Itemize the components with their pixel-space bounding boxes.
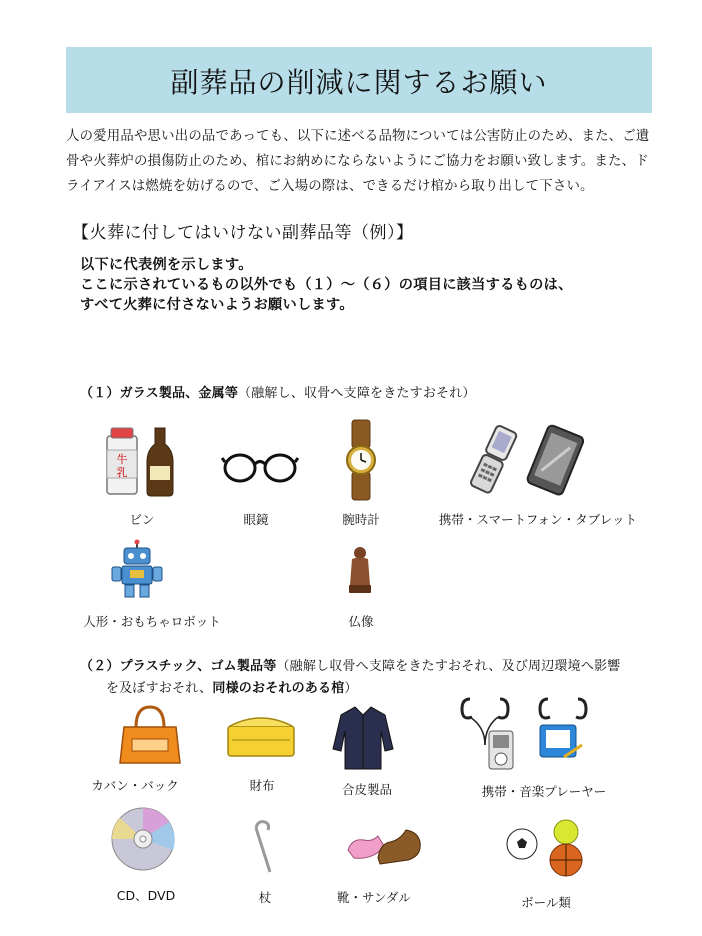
cd-icon <box>110 806 176 872</box>
section-line: ここに示されているもの以外でも（１）～（６）の項目に該当するものは、 <box>80 277 573 293</box>
bag-icon <box>118 705 182 765</box>
milk-label-1: 牛 <box>116 453 128 466</box>
page-title: 副葬品の削減に関するお願い <box>170 66 548 99</box>
category-note-end: ） <box>344 681 358 696</box>
category-note-bold: 同様のおそれのある棺 <box>212 681 345 696</box>
milk-label-2: 乳 <box>116 466 128 479</box>
category-number: （１） <box>80 386 120 401</box>
buddha-statue-icon <box>347 545 373 595</box>
item-label: 財布 <box>249 778 275 793</box>
mobile-phone-icon <box>470 425 582 497</box>
category-note-cont: を及ぼすおそれ、 <box>106 681 213 696</box>
item-label: ボール類 <box>521 895 571 910</box>
glasses-icon <box>222 448 298 488</box>
category-number: （２） <box>80 659 120 674</box>
item-label: 靴・サンダル <box>337 890 411 905</box>
category-name: プラスチック、ゴム製品等 <box>119 659 277 674</box>
item-label: CD、DVD <box>116 888 176 903</box>
section-heading: 【火葬に付してはいけない副葬品等（例）】 <box>72 223 414 243</box>
category-2-heading <box>80 656 620 700</box>
wristwatch-icon <box>343 420 379 500</box>
item-label: ビン <box>129 512 155 527</box>
category-1-heading <box>80 382 476 401</box>
item-label: 合皮製品 <box>341 782 393 797</box>
robot-toy-icon <box>110 540 164 598</box>
section-description <box>80 255 573 315</box>
item-label: 腕時計 <box>342 512 380 527</box>
item-label: 仏像 <box>348 614 374 629</box>
item-label: カバン・バック <box>91 778 179 793</box>
section-line: すべて火葬に付さないようお願いします。 <box>80 297 354 313</box>
cane-icon <box>250 818 276 874</box>
item-label: 眼鏡 <box>243 512 269 527</box>
item-label: 人形・おもちゃロボット <box>83 614 221 629</box>
item-label: 杖 <box>258 890 272 905</box>
category-note: （融解し、収骨へ支障をきたすおそれ） <box>238 386 476 401</box>
bottle-icon <box>105 428 177 498</box>
title-banner <box>66 47 652 113</box>
item-label: 携帯・スマートフォン・タブレット <box>438 512 638 527</box>
category-note: （融解し収骨へ支障をきたすおそれ、及び周辺環境へ影響 <box>276 659 621 674</box>
intro-paragraph: 人の愛用品や思い出の品であっても、以下に述べる品物については公害防止のため、また、ご遺骨や火葬炉の損傷防止のため、棺にお納めにならないようにご協力をお願い致します。また、ドライアイスは燃焼を妨げるので、ご入場の際は、できるだけ棺から取り出して下さい。 <box>66 129 650 194</box>
category-name: ガラス製品、金属等 <box>119 386 239 401</box>
coat-icon <box>333 705 393 769</box>
music-player-icon <box>460 695 586 775</box>
item-label: 携帯・音楽プレーヤー <box>481 784 607 799</box>
section-line: 以下に代表例を示します。 <box>80 257 253 273</box>
shoes-icon <box>344 822 422 870</box>
balls-icon <box>506 818 588 878</box>
wallet-icon <box>228 716 294 758</box>
